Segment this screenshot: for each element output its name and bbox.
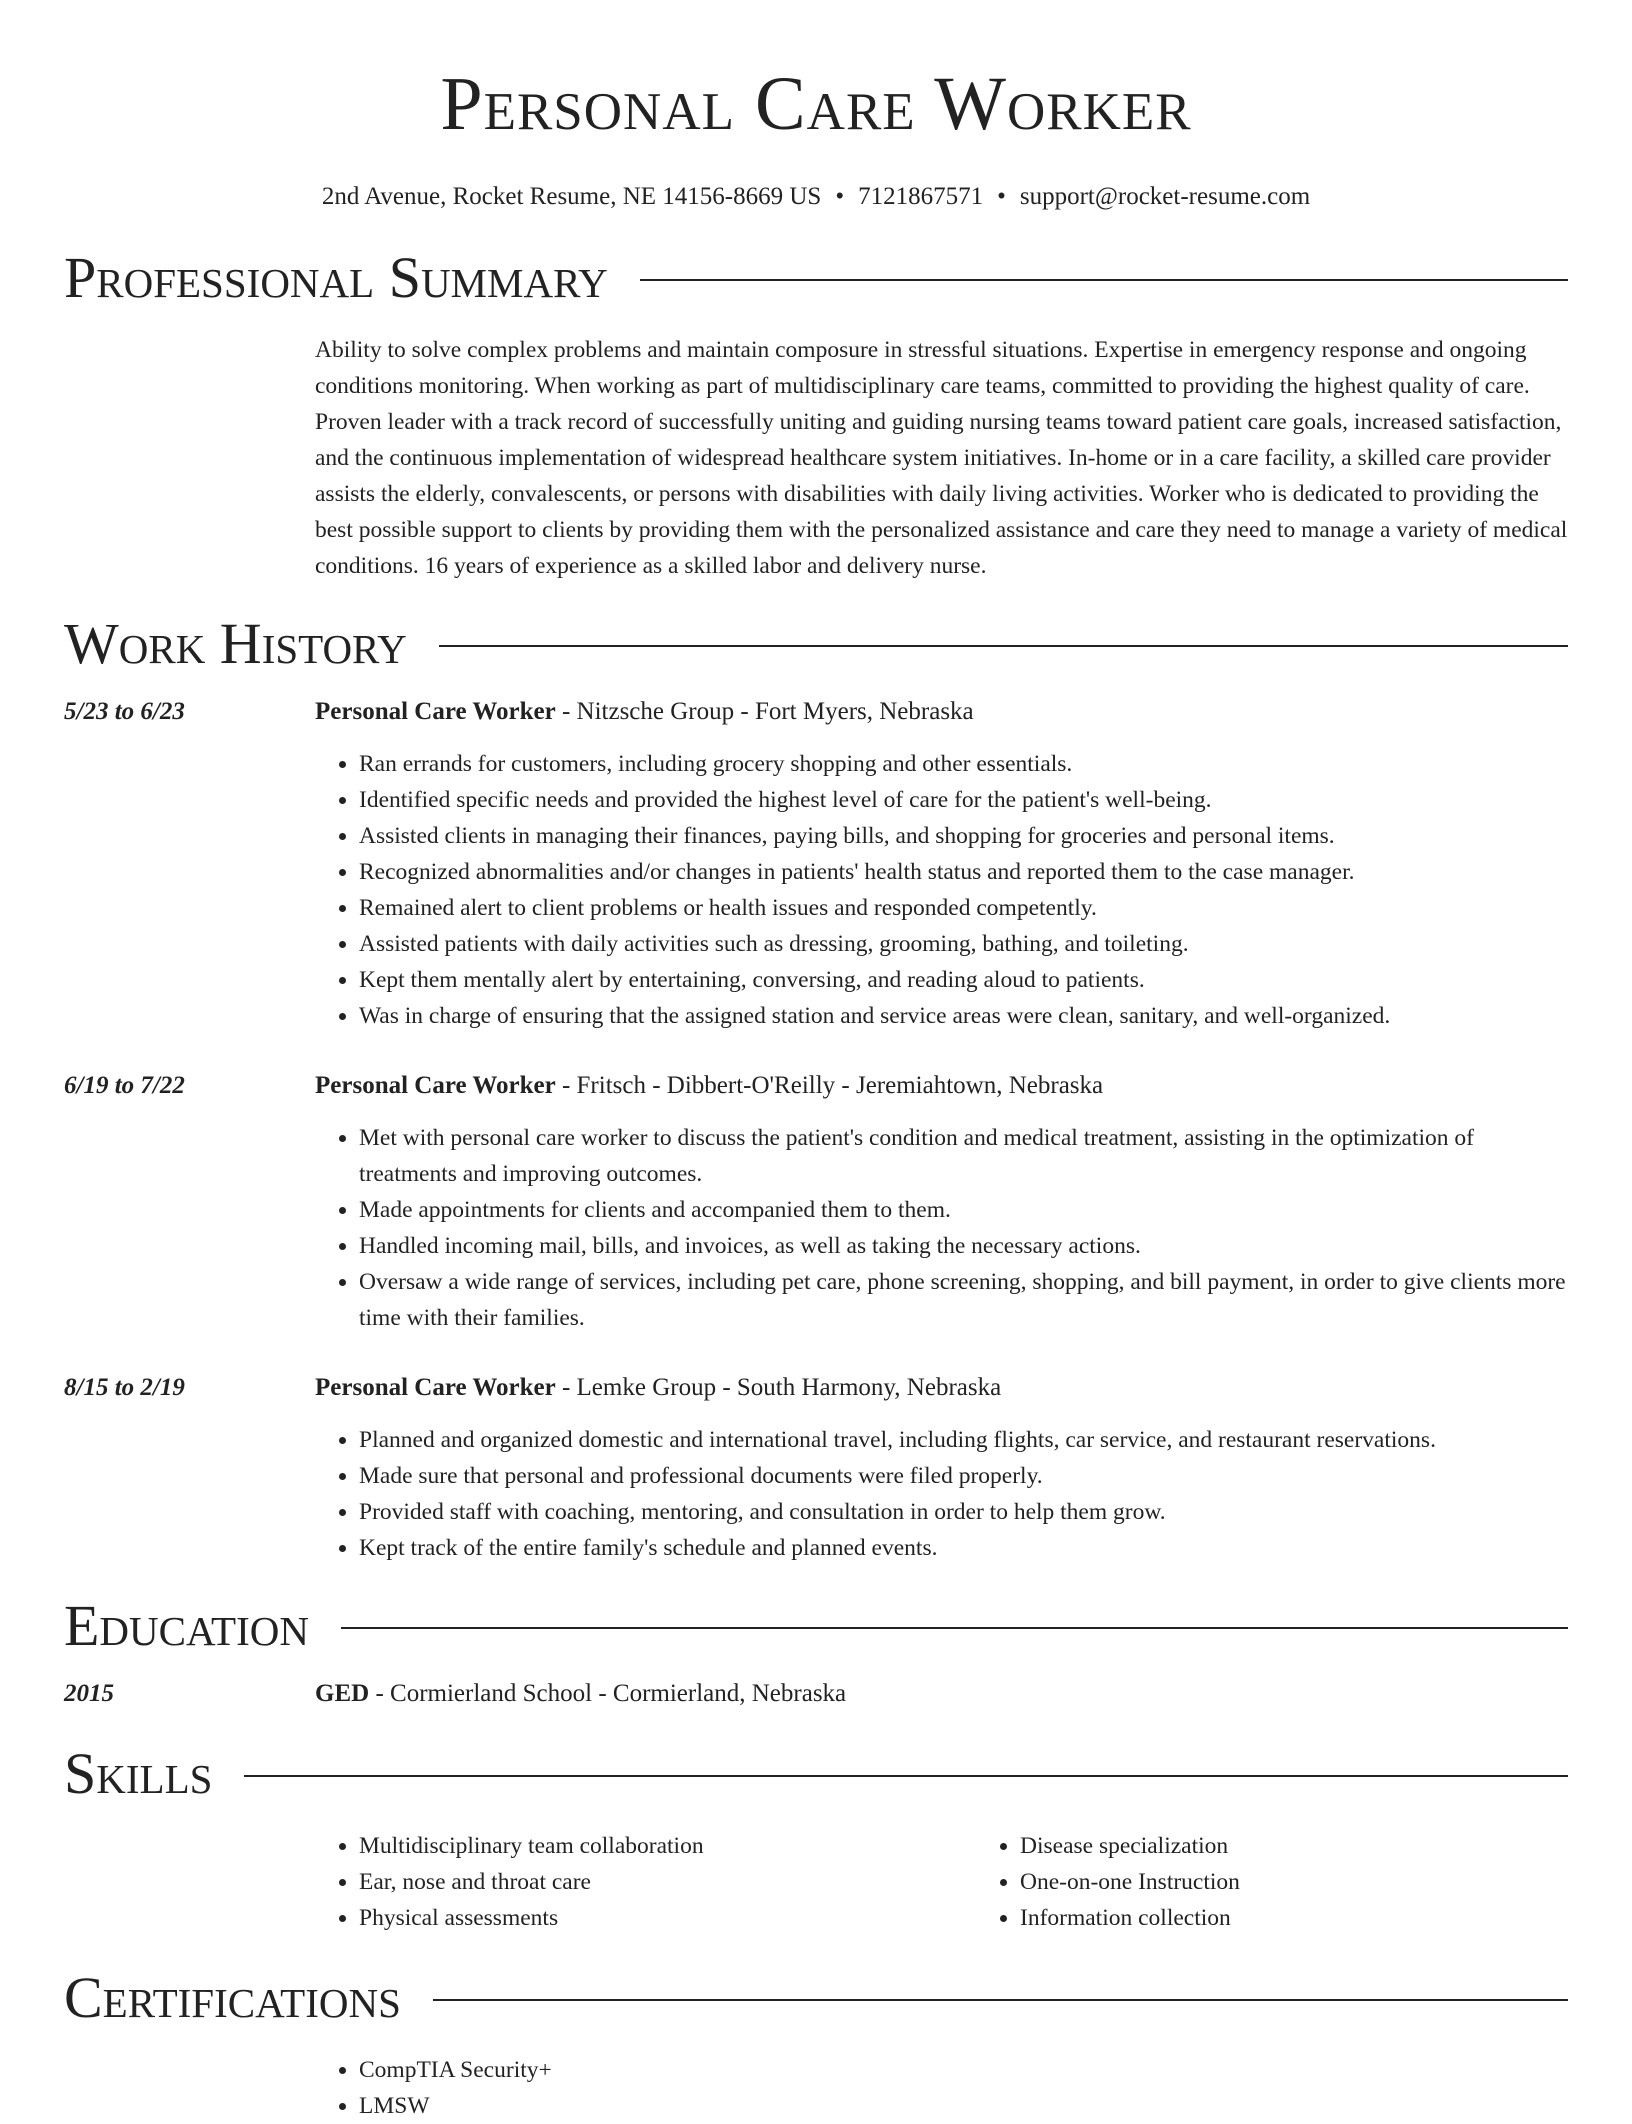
work-section-header	[64, 612, 1568, 676]
list-item: • Identified specific needs and provided the highest level of care for the patient's well-being.	[359, 782, 1568, 818]
list-item: • CompTIA Security+	[359, 2052, 1568, 2088]
summary-heading: Professional Summary	[64, 245, 608, 310]
list-item: • Made sure that personal and professional documents were filed properly.	[359, 1458, 1568, 1494]
job-bullets	[315, 1422, 1568, 1566]
list-item: • Physical assessments	[359, 1900, 976, 1936]
list-item: • Was in charge of ensuring that the assigned station and service areas were clean, sanitary, and well-organized.	[359, 998, 1568, 1034]
job-heading	[315, 1068, 1568, 1104]
job-details: - Fritsch - Dibbert-O'Reilly - Jeremiahtown, Nebraska	[555, 1072, 1104, 1099]
list-item: • Multidisciplinary team collaboration	[359, 1828, 976, 1864]
job-heading	[315, 694, 1568, 730]
skills-row	[64, 1806, 1568, 1936]
list-item: • Handled incoming mail, bills, and invoices, as well as taking the necessary actions.	[359, 1228, 1568, 1264]
list-item: • Assisted clients in managing their finances, paying bills, and shopping for groceries and personal items.	[359, 818, 1568, 854]
summary-row	[64, 332, 1568, 584]
job-entry	[64, 694, 1568, 1034]
job-bullets	[315, 746, 1568, 1034]
list-item: • Oversaw a wide range of services, including pet care, phone screening, shopping, and bill payment, in order to give clients more time with their families.	[359, 1264, 1568, 1336]
job-body	[315, 1370, 1568, 1566]
list-item: • Provided staff with coaching, mentoring, and consultation in order to help them grow.	[359, 1494, 1568, 1530]
list-item: • Ran errands for customers, including grocery shopping and other essentials.	[359, 746, 1568, 782]
skills-heading: Skills	[64, 1741, 213, 1806]
job-entry	[64, 1068, 1568, 1336]
list-item: • Recognized abnormalities and/or changes in patients' health status and reported them to the case manager.	[359, 854, 1568, 890]
job-body	[315, 694, 1568, 1034]
list-item: • Assisted patients with daily activities such as dressing, grooming, bathing, and toileting.	[359, 926, 1568, 962]
job-bullets	[315, 1120, 1568, 1336]
skills-spacer	[64, 1806, 315, 1936]
certifications-list	[315, 2052, 1568, 2124]
list-item: • Met with personal care worker to discuss the patient's condition and medical treatment, assisting in the optimization of treatments and improving outcomes.	[359, 1120, 1568, 1192]
job-title: Personal Care Worker	[315, 1374, 556, 1401]
job-dates: 6/19 to 7/22	[64, 1072, 185, 1099]
certifications-heading: Certifications	[64, 1965, 401, 2030]
contact-phone: 7121867571	[858, 183, 984, 210]
education-body	[315, 1676, 1568, 1712]
education-section-header	[64, 1594, 1568, 1658]
list-item: • Kept track of the entire family's schedule and planned events.	[359, 1530, 1568, 1566]
list-item: • Made appointments for clients and accompanied them to them.	[359, 1192, 1568, 1228]
list-item: • Disease specialization	[1020, 1828, 1632, 1864]
resume-name: Personal Care Worker	[440, 62, 1192, 146]
education-degree: GED	[315, 1680, 370, 1707]
list-item: • One-on-one Instruction	[1020, 1864, 1632, 1900]
certifications-row	[64, 2052, 1568, 2124]
section-divider	[640, 279, 1568, 281]
certifications-spacer	[64, 2052, 315, 2124]
job-heading	[315, 1370, 1568, 1406]
job-body	[315, 1068, 1568, 1336]
work-heading: Work History	[64, 611, 407, 676]
section-divider	[439, 645, 1568, 647]
summary-section-header	[64, 246, 1568, 310]
job-entry	[64, 1370, 1568, 1566]
skills-list-left	[315, 1828, 976, 1936]
contact-address: 2nd Avenue, Rocket Resume, NE 14156-8669 US	[321, 183, 822, 210]
list-item: • Information collection	[1020, 1900, 1632, 1936]
list-item: • LMSW	[359, 2088, 1568, 2124]
section-divider	[433, 1999, 1568, 2001]
contact-line	[64, 182, 1568, 212]
job-dates: 8/15 to 2/19	[64, 1374, 185, 1401]
list-item: • Kept them mentally alert by entertaining, conversing, and reading aloud to patients.	[359, 962, 1568, 998]
job-details: - Nitzsche Group - Fort Myers, Nebraska	[555, 698, 974, 725]
contact-email: support@rocket-resume.com	[1019, 183, 1311, 210]
job-dates: 5/23 to 6/23	[64, 698, 185, 725]
section-divider	[244, 1775, 1568, 1777]
job-title: Personal Care Worker	[315, 698, 556, 725]
education-year: 2015	[64, 1680, 114, 1707]
summary-text: Ability to solve complex problems and maintain composure in stressful situations. Expertise in emergency response and ongoing conditions monitoring. When working as part of multidisciplinary care teams, committed to providing the highest quality of care. Proven leader with a track record of successfully uniting and guiding nursing teams toward patient care goals, increased satisfaction, and the continuous implementation of widespread healthcare system initiatives. In-home or in a care facility, a skilled care provider assists the elderly, convalescents, or persons with disabilities with daily living activities. Worker who is dedicated to providing the best possible support to clients by providing them with the personalized assistance and care they need to manage a variety of medical conditions. 16 years of experience as a skilled labor and delivery nurse.	[315, 337, 1568, 579]
skills-section-header	[64, 1742, 1568, 1806]
education-heading: Education	[64, 1593, 309, 1658]
summary-spacer	[64, 332, 315, 584]
section-divider	[341, 1627, 1568, 1629]
job-details: - Lemke Group - South Harmony, Nebraska	[555, 1374, 1002, 1401]
job-title: Personal Care Worker	[315, 1072, 556, 1099]
list-item: • Remained alert to client problems or health issues and responded competently.	[359, 890, 1568, 926]
education-details: - Cormierland School - Cormierland, Nebraska	[369, 1680, 847, 1707]
skills-grid	[315, 1828, 1632, 1936]
contact-separator: •	[997, 183, 1006, 210]
certifications-body	[315, 2052, 1568, 2124]
list-item: • Ear, nose and throat care	[359, 1864, 976, 1900]
skills-list-right	[976, 1828, 1632, 1936]
list-item: • Planned and organized domestic and international travel, including flights, car service, and restaurant reservations.	[359, 1422, 1568, 1458]
certifications-section-header	[64, 1966, 1568, 2030]
education-entry	[64, 1676, 1568, 1712]
contact-separator: •	[835, 183, 845, 210]
